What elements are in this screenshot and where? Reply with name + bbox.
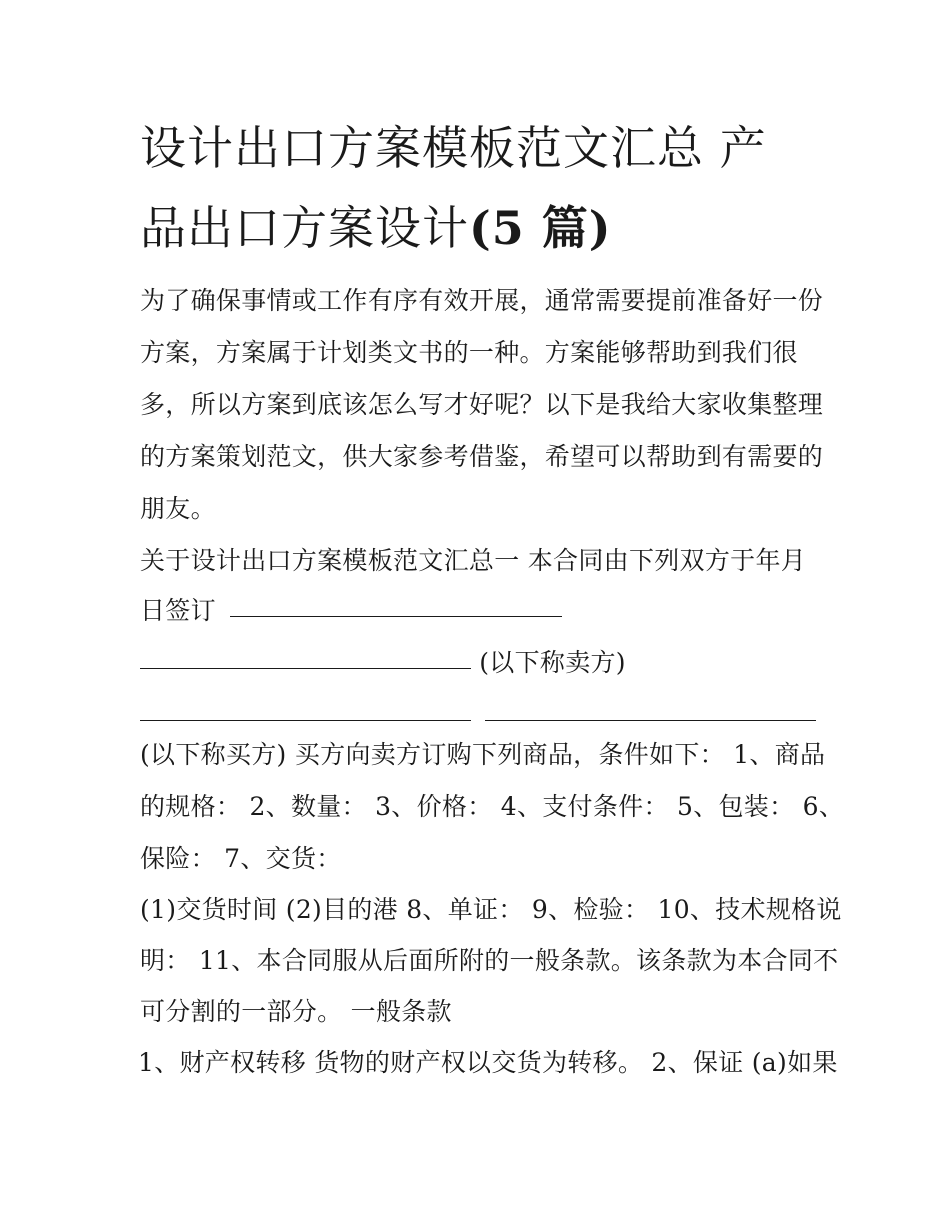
body-line-3: 保险： 7、交货：	[140, 844, 342, 873]
body-line-5: 明： 11、本合同服从后面所附的一般条款。该条款为本合同不	[140, 946, 839, 975]
document-title-line-1: 设计出口方案模板范文汇总 产	[140, 121, 767, 175]
document-title-line-2	[140, 198, 820, 258]
buyer-name-blank	[140, 719, 471, 721]
seller-label: (以下称卖方)	[479, 648, 626, 677]
sign-date-label: 日签订	[140, 596, 216, 625]
body-line-1: (以下称买方) 买方向卖方订购下列商品，条件如下： 1、商品	[140, 740, 826, 769]
title-count: (5 篇)	[469, 201, 612, 255]
intro-line-5: 朋友。	[140, 494, 216, 523]
contract-line-1: 关于设计出口方案模板范文汇总一 本合同由下列双方于年月	[140, 546, 807, 575]
sign-date-blank	[230, 615, 562, 617]
body-line-7: 1、财产权转移 货物的财产权以交货为转移。 2、保证 (a)如果	[138, 1048, 838, 1077]
contract-line-2	[140, 594, 562, 628]
seller-line	[140, 646, 626, 680]
intro-line-2: 方案，方案属于计划类文书的一种。方案能够帮助到我们很	[140, 338, 798, 367]
body-line-4: (1)交货时间 (2)目的港 8、单证： 9、检验： 10、技术规格说	[140, 895, 842, 924]
body-line-2: 的规格： 2、数量： 3、价格： 4、支付条件： 5、包装： 6、	[140, 792, 845, 821]
title-text: 品出口方案设计	[140, 201, 469, 255]
body-line-6: 可分割的一部分。 一般条款	[140, 997, 452, 1026]
buyer-blank-line	[140, 698, 816, 732]
buyer-address-blank	[485, 719, 816, 721]
seller-name-blank	[140, 667, 471, 669]
intro-line-4: 的方案策划范文，供大家参考借鉴，希望可以帮助到有需要的	[140, 442, 824, 471]
intro-line-3: 多，所以方案到底该怎么写才好呢？以下是我给大家收集整理	[140, 390, 824, 419]
intro-line-1: 为了确保事情或工作有序有效开展，通常需要提前准备好一份	[140, 286, 824, 315]
